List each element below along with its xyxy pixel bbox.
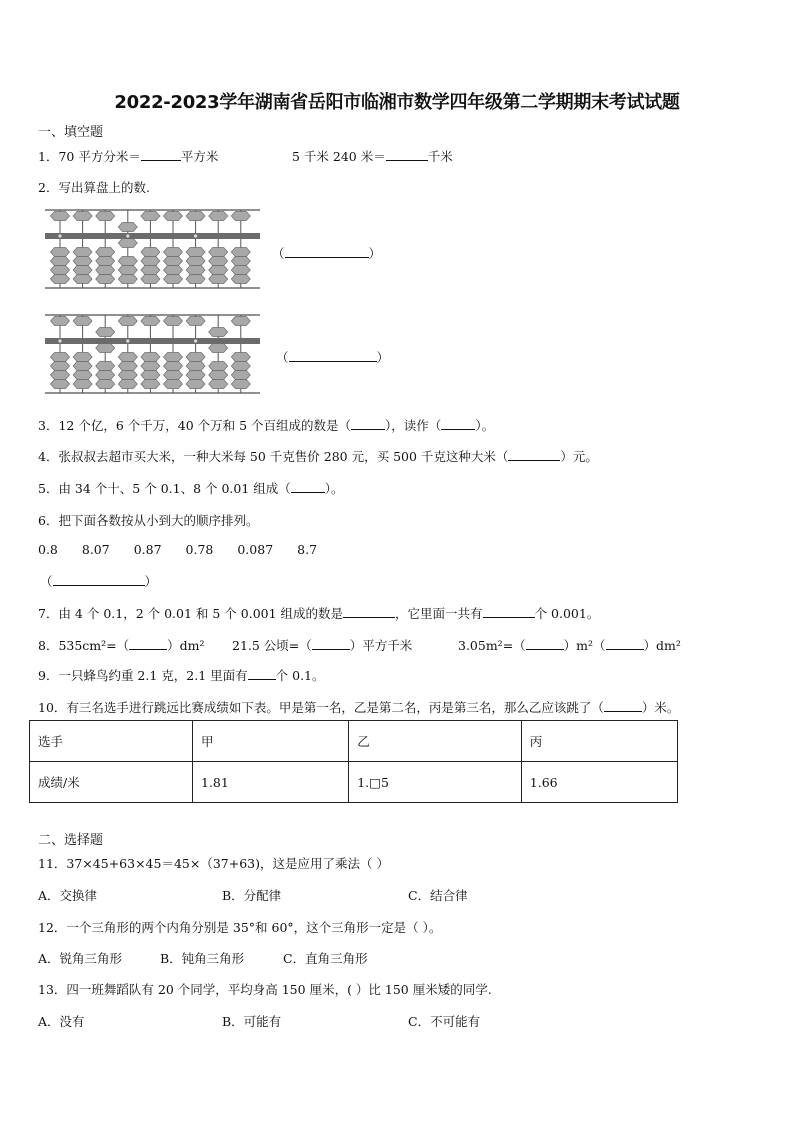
abacus-bead xyxy=(96,344,115,353)
abacus-bead xyxy=(51,257,70,266)
abacus-bead xyxy=(231,353,250,362)
section-multiple-choice: 二、选择题 xyxy=(38,833,104,848)
q5-blank[interactable] xyxy=(291,480,325,493)
q12-option-c[interactable]: C．直角三角形 xyxy=(283,951,368,966)
paren-open: （ xyxy=(276,350,289,365)
section-fill-blank: 一、填空题 xyxy=(38,125,104,140)
abacus-bead xyxy=(164,212,183,221)
q5-text-b: ）。 xyxy=(324,481,344,496)
abacus-bead xyxy=(51,362,70,371)
table-cell: 乙 xyxy=(349,721,522,762)
abacus-beam-dot xyxy=(58,339,61,342)
table-cell: 1.81 xyxy=(193,762,349,803)
q8-blank-2[interactable] xyxy=(312,637,350,650)
question-3 xyxy=(38,416,494,434)
abacus-bead xyxy=(73,248,92,257)
abacus-bead xyxy=(141,257,160,266)
abacus-beam-dot xyxy=(126,339,129,342)
abacus-bead xyxy=(141,362,160,371)
q12-option-a[interactable]: A．锐角三角形 xyxy=(38,951,123,966)
abacus-bead xyxy=(209,328,228,337)
q11-option-c[interactable]: C．结合律 xyxy=(408,888,468,903)
q7-blank-2[interactable] xyxy=(483,605,535,618)
q3-blank-2[interactable] xyxy=(441,417,475,430)
q8-text-e: 3.05m²=（ xyxy=(458,638,526,653)
abacus-bead xyxy=(231,362,250,371)
abacus-bead xyxy=(51,380,70,389)
abacus-bead xyxy=(118,371,137,380)
abacus-bead xyxy=(186,380,205,389)
q7-text-a: 7．由 4 个 0.1，2 个 0.01 和 5 个 0.001 组成的数是 xyxy=(38,606,344,621)
question-13: 13．四一班舞蹈队有 20 个同学，平均身高 150 厘米，( ）比 150 厘米矮的同学. xyxy=(38,982,492,997)
question-1 xyxy=(38,147,218,165)
abacus-bead xyxy=(141,353,160,362)
question-6: 6．把下面各数按从小到大的顺序排列。 xyxy=(38,513,259,528)
q13-option-a[interactable]: A．没有 xyxy=(38,1014,85,1029)
question-8b xyxy=(232,636,412,654)
question-7 xyxy=(38,604,599,622)
abacus-2-answer xyxy=(276,348,389,366)
abacus-beam-dot xyxy=(194,234,197,237)
table-cell: 成绩/米 xyxy=(30,762,193,803)
q9-blank[interactable] xyxy=(248,667,276,680)
abacus-bead xyxy=(118,362,137,371)
abacus-beam xyxy=(45,233,260,239)
abacus-bead xyxy=(231,257,250,266)
abacus-bead xyxy=(231,380,250,389)
q6-blank[interactable] xyxy=(53,573,145,586)
abacus-bead xyxy=(96,380,115,389)
abacus-bead xyxy=(209,212,228,221)
q3-text-b: ），读作（ xyxy=(385,418,442,433)
question-1b xyxy=(292,147,453,165)
abacus-bead xyxy=(164,317,183,326)
q8-text-d: ）平方千米 xyxy=(349,638,413,653)
abacus-bead xyxy=(118,257,137,266)
abacus-bead xyxy=(231,371,250,380)
q8-blank-4[interactable] xyxy=(606,637,644,650)
q1-text-b: 平方米 xyxy=(180,149,219,164)
abacus-bead xyxy=(118,266,137,275)
abacus-bead xyxy=(51,371,70,380)
abacus-beam xyxy=(45,338,260,344)
abacus-bead xyxy=(209,266,228,275)
table-cell: 1.□5 xyxy=(349,762,522,803)
q3-text-a: 3．12 个亿，6 个千万，40 个万和 5 个百组成的数是（ xyxy=(38,418,352,433)
abacus-1-answer xyxy=(272,244,381,262)
q11-option-b[interactable]: B．分配律 xyxy=(222,888,282,903)
paren-open: （ xyxy=(40,574,53,589)
abacus-bead xyxy=(73,275,92,284)
abacus-bead xyxy=(164,353,183,362)
q7-blank-1[interactable] xyxy=(343,605,395,618)
abacus-bead xyxy=(164,257,183,266)
abacus-bead xyxy=(186,212,205,221)
page-title: 2022-2023学年湖南省岳阳市临湘市数学四年级第二学期期末考试试题 xyxy=(114,92,680,113)
question-10 xyxy=(38,698,679,716)
q3-text-c: ）。 xyxy=(475,418,495,433)
q8-blank-3[interactable] xyxy=(526,637,564,650)
question-8c xyxy=(458,636,681,654)
abacus-bead xyxy=(51,212,70,221)
q9-text-b: 个 0.1。 xyxy=(275,668,325,683)
abacus-beam-dot xyxy=(126,234,129,237)
q13-option-b[interactable]: B．可能有 xyxy=(222,1014,282,1029)
table-cell: 甲 xyxy=(193,721,349,762)
q8-text-f: ）m²（ xyxy=(563,638,606,653)
q1-text-c: 5 千米 240 米＝ xyxy=(292,149,386,164)
abacus-bead xyxy=(141,371,160,380)
abacus-bead xyxy=(96,266,115,275)
q8-text-c: 21.5 公顷=（ xyxy=(232,638,312,653)
abacus-bead xyxy=(73,380,92,389)
abacus-bead xyxy=(118,317,137,326)
abacus-bead xyxy=(231,317,250,326)
abacus-bead xyxy=(73,371,92,380)
q6-number: 0.78 xyxy=(185,542,214,557)
abacus-bead xyxy=(141,248,160,257)
question-8 xyxy=(38,636,205,654)
abacus-bead xyxy=(186,353,205,362)
abacus-bead xyxy=(164,371,183,380)
q7-text-b: ，它里面一共有 xyxy=(395,606,483,621)
abacus-bead xyxy=(73,257,92,266)
q6-number: 0.8 xyxy=(38,542,58,557)
abacus-bead xyxy=(96,212,115,221)
abacus-bead xyxy=(209,362,228,371)
abacus-bead xyxy=(164,362,183,371)
abacus-bead xyxy=(73,362,92,371)
question-5 xyxy=(38,479,344,497)
q5-text-a: 5．由 34 个十、5 个 0.1、8 个 0.01 组成（ xyxy=(38,481,291,496)
abacus-bead xyxy=(231,275,250,284)
abacus-bead xyxy=(209,257,228,266)
abacus-bead xyxy=(73,317,92,326)
abacus-bead xyxy=(51,266,70,275)
abacus-bead xyxy=(186,266,205,275)
score-table xyxy=(29,720,678,803)
table-cell: 选手 xyxy=(30,721,193,762)
abacus-bead xyxy=(209,275,228,284)
abacus-bead xyxy=(141,212,160,221)
abacus-bead xyxy=(231,212,250,221)
q1-text-a: 1．70 平方分米＝ xyxy=(38,149,141,164)
q8-blank-1[interactable] xyxy=(129,637,167,650)
abacus-bead xyxy=(141,266,160,275)
q10-text-a: 10．有三名选手进行跳远比赛成绩如下表。甲是第一名，乙是第二名，丙是第三名，那么乙应该跳了（ xyxy=(38,700,604,715)
q11-option-a[interactable]: A．交换律 xyxy=(38,888,98,903)
abacus-bead xyxy=(164,275,183,284)
abacus-bead xyxy=(96,328,115,337)
q10-blank[interactable] xyxy=(604,699,642,712)
abacus-bead xyxy=(51,317,70,326)
question-2: 2．写出算盘上的数. xyxy=(38,180,150,195)
q6-number: 0.087 xyxy=(237,542,274,557)
abacus-bead xyxy=(51,248,70,257)
table-cell: 丙 xyxy=(521,721,677,762)
q4-text-a: 4．张叔叔去超市买大米，一种大米每 50 千克售价 280 元，买 500 千克这种大米（ xyxy=(38,449,509,464)
abacus-bead xyxy=(209,380,228,389)
table-row xyxy=(30,721,678,762)
abacus-bead xyxy=(186,257,205,266)
abacus-beam-dot xyxy=(194,339,197,342)
abacus-bead xyxy=(231,248,250,257)
abacus-bead xyxy=(73,212,92,221)
abacus-bead xyxy=(73,353,92,362)
abacus-beam-dot xyxy=(58,234,61,237)
abacus-bead xyxy=(164,266,183,275)
q1-text-d: 千米 xyxy=(427,149,453,164)
abacus-1 xyxy=(40,206,265,292)
abacus-bead xyxy=(118,223,137,232)
q4-blank[interactable] xyxy=(508,448,560,461)
abacus-bead xyxy=(231,266,250,275)
q6-answer xyxy=(40,572,157,590)
q13-option-c[interactable]: C．不可能有 xyxy=(408,1014,481,1029)
abacus-bead xyxy=(96,275,115,284)
question-11: 11．37×45+63×45＝45×（37+63)，这是应用了乘法（ ） xyxy=(38,856,389,871)
table-cell: 1.66 xyxy=(521,762,677,803)
q7-text-c: 个 0.001。 xyxy=(534,606,600,621)
q6-number: 8.07 xyxy=(81,542,110,557)
q6-number-list xyxy=(38,542,317,557)
abacus-bead xyxy=(164,380,183,389)
question-12: 12．一个三角形的两个内角分别是 35°和 60°，这个三角形一定是（ ）。 xyxy=(38,920,442,935)
question-9 xyxy=(38,666,325,684)
abacus-bead xyxy=(96,371,115,380)
abacus-bead xyxy=(141,275,160,284)
abacus-bead xyxy=(118,239,137,248)
abacus-bead xyxy=(118,353,137,362)
abacus-bead xyxy=(118,275,137,284)
q8-text-b: ）dm² xyxy=(167,638,205,653)
abacus-bead xyxy=(209,344,228,353)
paren-close: ） xyxy=(376,350,390,365)
paren-close: ） xyxy=(368,246,382,261)
abacus-bead xyxy=(96,257,115,266)
q3-blank-1[interactable] xyxy=(351,417,385,430)
abacus-bead xyxy=(209,371,228,380)
abacus-bead xyxy=(96,248,115,257)
q8-text-a: 8．535cm²=（ xyxy=(38,638,130,653)
abacus-bead xyxy=(164,248,183,257)
abacus-bead xyxy=(186,371,205,380)
abacus-2 xyxy=(40,311,265,397)
abacus-bead xyxy=(141,380,160,389)
abacus-bead xyxy=(96,362,115,371)
q6-number: 8.7 xyxy=(297,542,318,557)
abacus-bead xyxy=(73,266,92,275)
q4-text-b: ）元。 xyxy=(560,449,598,464)
q12-option-b[interactable]: B．钝角三角形 xyxy=(160,951,245,966)
abacus-bead xyxy=(186,248,205,257)
abacus-1-blank[interactable] xyxy=(285,245,369,258)
abacus-bead xyxy=(186,362,205,371)
table-row xyxy=(30,762,678,803)
abacus-bead xyxy=(51,275,70,284)
question-4 xyxy=(38,447,598,465)
q8-text-g: ）dm² xyxy=(643,638,681,653)
abacus-2-blank[interactable] xyxy=(289,349,377,362)
q1-blank-2[interactable] xyxy=(386,148,428,161)
paren-close: ） xyxy=(144,574,158,589)
abacus-bead xyxy=(118,380,137,389)
q1-blank-1[interactable] xyxy=(141,148,181,161)
q6-number: 0.87 xyxy=(133,542,162,557)
abacus-bead xyxy=(209,248,228,257)
abacus-bead xyxy=(186,275,205,284)
q10-text-b: ）米。 xyxy=(641,700,680,715)
abacus-bead xyxy=(141,317,160,326)
abacus-bead xyxy=(51,353,70,362)
abacus-bead xyxy=(186,317,205,326)
q9-text-a: 9．一只蜂鸟约重 2.1 克，2.1 里面有 xyxy=(38,668,248,683)
paren-open: （ xyxy=(272,246,285,261)
